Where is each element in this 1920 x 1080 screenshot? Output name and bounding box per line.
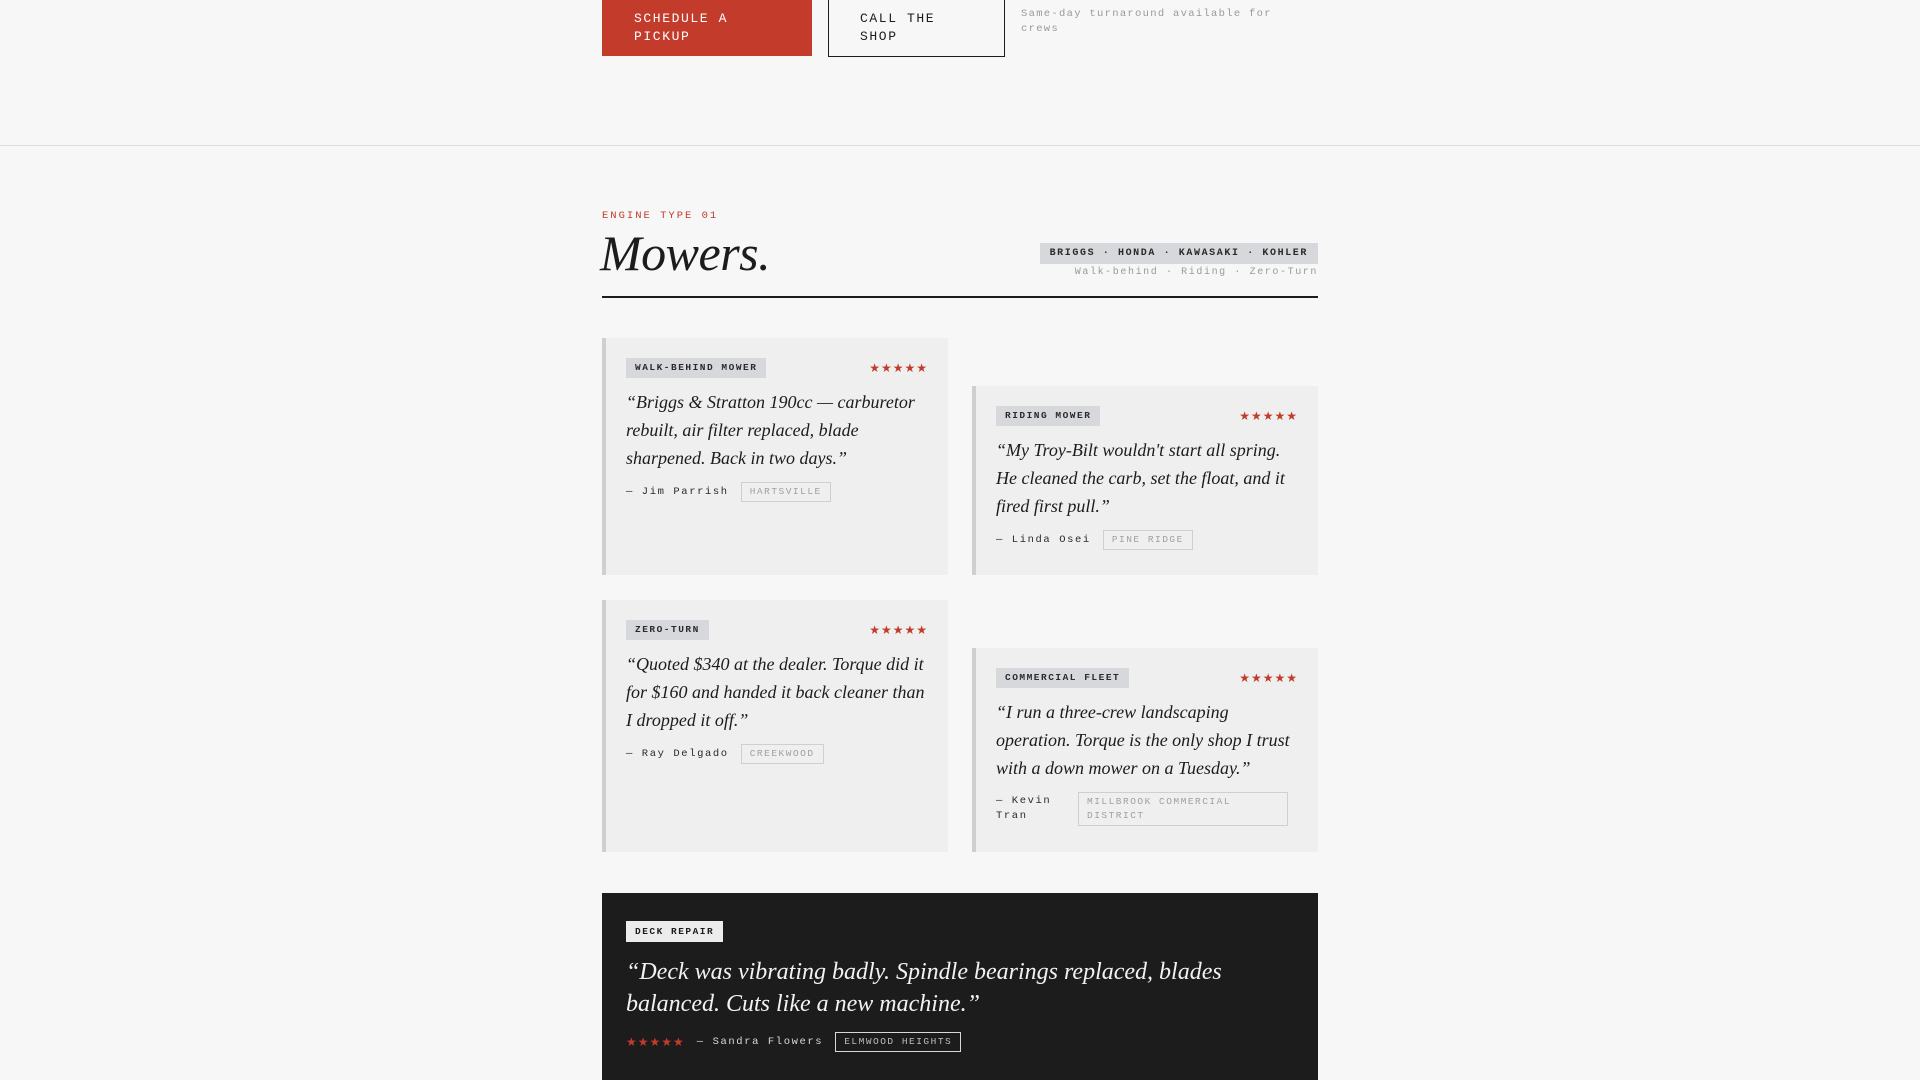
review-location: HARTSVILLE: [741, 482, 831, 502]
call-shop-button[interactable]: CALL THE SHOP: [828, 0, 1005, 57]
review-author: — Ray Delgado: [626, 747, 729, 760]
review-author: — Jim Parrish: [626, 485, 729, 498]
star-rating: ★★★★★: [869, 361, 928, 375]
mower-types: Walk-behind · Riding · Zero-Turn: [1074, 267, 1318, 278]
review-card: [972, 648, 1318, 852]
featured-author: — Sandra Flowers: [696, 1035, 824, 1048]
review-author: — Kevin Tran: [996, 795, 1052, 822]
star-rating: ★★★★★: [1239, 409, 1298, 423]
review-quote: “Briggs & Stratton 190cc — carburetor rebuilt, air filter replaced, blade sharpened. Back in two days.”: [626, 392, 915, 468]
review-tag: RIDING MOWER: [996, 406, 1100, 426]
review-quote: “Quoted $340 at the dealer. Torque did it for $160 and handed it back cleaner than I dropped it off.”: [626, 654, 925, 730]
brands-badge: BRIGGS · HONDA · KAWASAKI · KOHLER: [1040, 243, 1318, 264]
schedule-pickup-button[interactable]: SCHEDULE A PICKUP: [602, 0, 812, 56]
featured-quote: “Deck was vibrating badly. Spindle bearings replaced, blades balanced. Cuts like a new machine.”: [626, 959, 1222, 1017]
review-card: [602, 600, 948, 852]
review-quote: “My Troy-Bilt wouldn't start all spring. He cleaned the carb, set the float, and it fired first pull.”: [996, 440, 1285, 516]
review-author: — Linda Osei: [996, 533, 1091, 546]
review-tag: WALK-BEHIND MOWER: [626, 358, 766, 378]
cta-band: [0, 0, 1920, 146]
review-location: CREEKWOOD: [741, 744, 824, 764]
star-rating: ★★★★★: [626, 1035, 685, 1049]
star-rating: ★★★★★: [1239, 671, 1298, 685]
review-tag: ZERO-TURN: [626, 620, 709, 640]
turnaround-note: Same-day turnaround available for crews: [1021, 8, 1272, 35]
featured-review: [602, 893, 1318, 1080]
section-divider: [602, 296, 1318, 298]
review-quote: “I run a three-crew landscaping operation. Torque is the only shop I trust with a down mower on a Tuesday.”: [996, 702, 1290, 778]
review-tag: COMMERCIAL FLEET: [996, 668, 1129, 688]
section-eyebrow: ENGINE TYPE 01: [602, 210, 719, 222]
featured-tag: DECK REPAIR: [626, 921, 723, 942]
review-card: [972, 386, 1318, 575]
star-rating: ★★★★★: [869, 623, 928, 637]
review-location: PINE RIDGE: [1103, 530, 1193, 550]
featured-location: ELMWOOD HEIGHTS: [835, 1032, 961, 1052]
review-card: [602, 338, 948, 575]
review-location: MILLBROOK COMMERCIAL DISTRICT: [1078, 792, 1288, 826]
section-title: Mowers.: [600, 225, 771, 281]
